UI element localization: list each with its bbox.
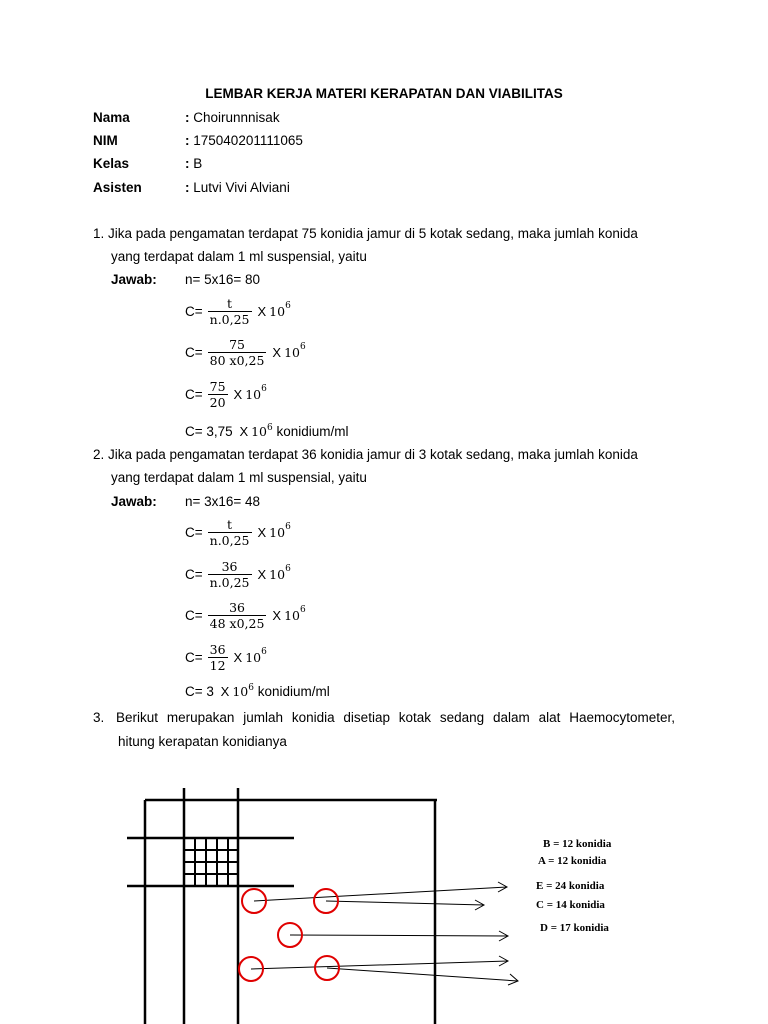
info-value-nim: : 175040201111065 — [185, 133, 303, 148]
q2-step-2: C= $\frac{36}{n.0,25}$ X 10 6 — [185, 559, 291, 590]
q3-text-line2: hitung kerapatan konidianya — [118, 734, 287, 749]
page-title: LEMBAR KERJA MATERI KERAPATAN DAN VIABILITAS — [205, 86, 563, 101]
q1-step-2: C= $\frac{75}{80 x0,25}$ X 10 6 — [185, 337, 306, 368]
q1-text-line2: yang terdapat dalam 1 ml suspensial, yaitu — [111, 249, 367, 264]
legend-c: C = 14 konidia — [536, 899, 605, 911]
q1-jawab-label: Jawab: — [111, 272, 157, 287]
info-value-kelas: : B — [185, 156, 203, 171]
arrow-c — [251, 961, 508, 969]
q3-text-line1: Berikut merupakan jumlah konidia disetiap kotak sedang dalam alat Haemocytometer, — [116, 710, 675, 725]
arrow-a — [326, 901, 484, 905]
info-label-asisten: Asisten — [93, 180, 142, 195]
q1-step-3: C= $\frac{75}{20}$ X 10 6 — [185, 379, 267, 410]
q2-n-value: n= 3x16= 48 — [185, 494, 261, 509]
q1-result: C= 3,75 X $10^6$ konidium/ml — [185, 423, 349, 439]
legend-a: A = 12 konidia — [538, 855, 607, 867]
arrow-e — [290, 935, 508, 936]
q1-text-line1: 1. Jika pada pengamatan terdapat 75 konidia jamur di 5 kotak sedang, maka jumlah konida — [93, 226, 638, 241]
q2-step-4: C= $\frac{36}{12}$ X 10 6 — [185, 642, 267, 673]
arrow-d — [327, 968, 518, 981]
legend-b: B = 12 konidia — [543, 838, 612, 850]
q1-n-value: n= 5x16= 80 — [185, 272, 261, 287]
q2-text-line2: yang terdapat dalam 1 ml suspensial, yaitu — [111, 470, 367, 485]
q2-jawab-label: Jawab: — [111, 494, 157, 509]
info-value-nama: : Choirunnnisak — [185, 110, 280, 125]
arrow-b — [254, 887, 507, 901]
q1-step-1: C= $\frac{t}{n.0,25}$ X 10 6 — [185, 296, 291, 327]
info-label-kelas: Kelas — [93, 156, 130, 171]
q2-text-line1: 2. Jika pada pengamatan terdapat 36 konidia jamur di 3 kotak sedang, maka jumlah konida — [93, 447, 638, 462]
small-counting-grid — [184, 838, 238, 886]
arrow-heads — [475, 882, 518, 985]
q3-number: 3. — [93, 710, 105, 725]
q2-step-1: C= $\frac{t}{n.0,25}$ X 10 6 — [185, 517, 291, 548]
legend-e: E = 24 konidia — [536, 880, 605, 892]
info-value-asisten: : Lutvi Vivi Alviani — [185, 180, 290, 195]
info-label-nama: Nama — [93, 110, 130, 125]
legend-d: D = 17 konidia — [540, 922, 609, 934]
q2-result: C= 3 X $10^6$ konidium/ml — [185, 683, 330, 699]
info-label-nim: NIM — [93, 133, 118, 148]
q2-step-3: C= $\frac{36}{48 x0,25}$ X 10 6 — [185, 600, 306, 631]
